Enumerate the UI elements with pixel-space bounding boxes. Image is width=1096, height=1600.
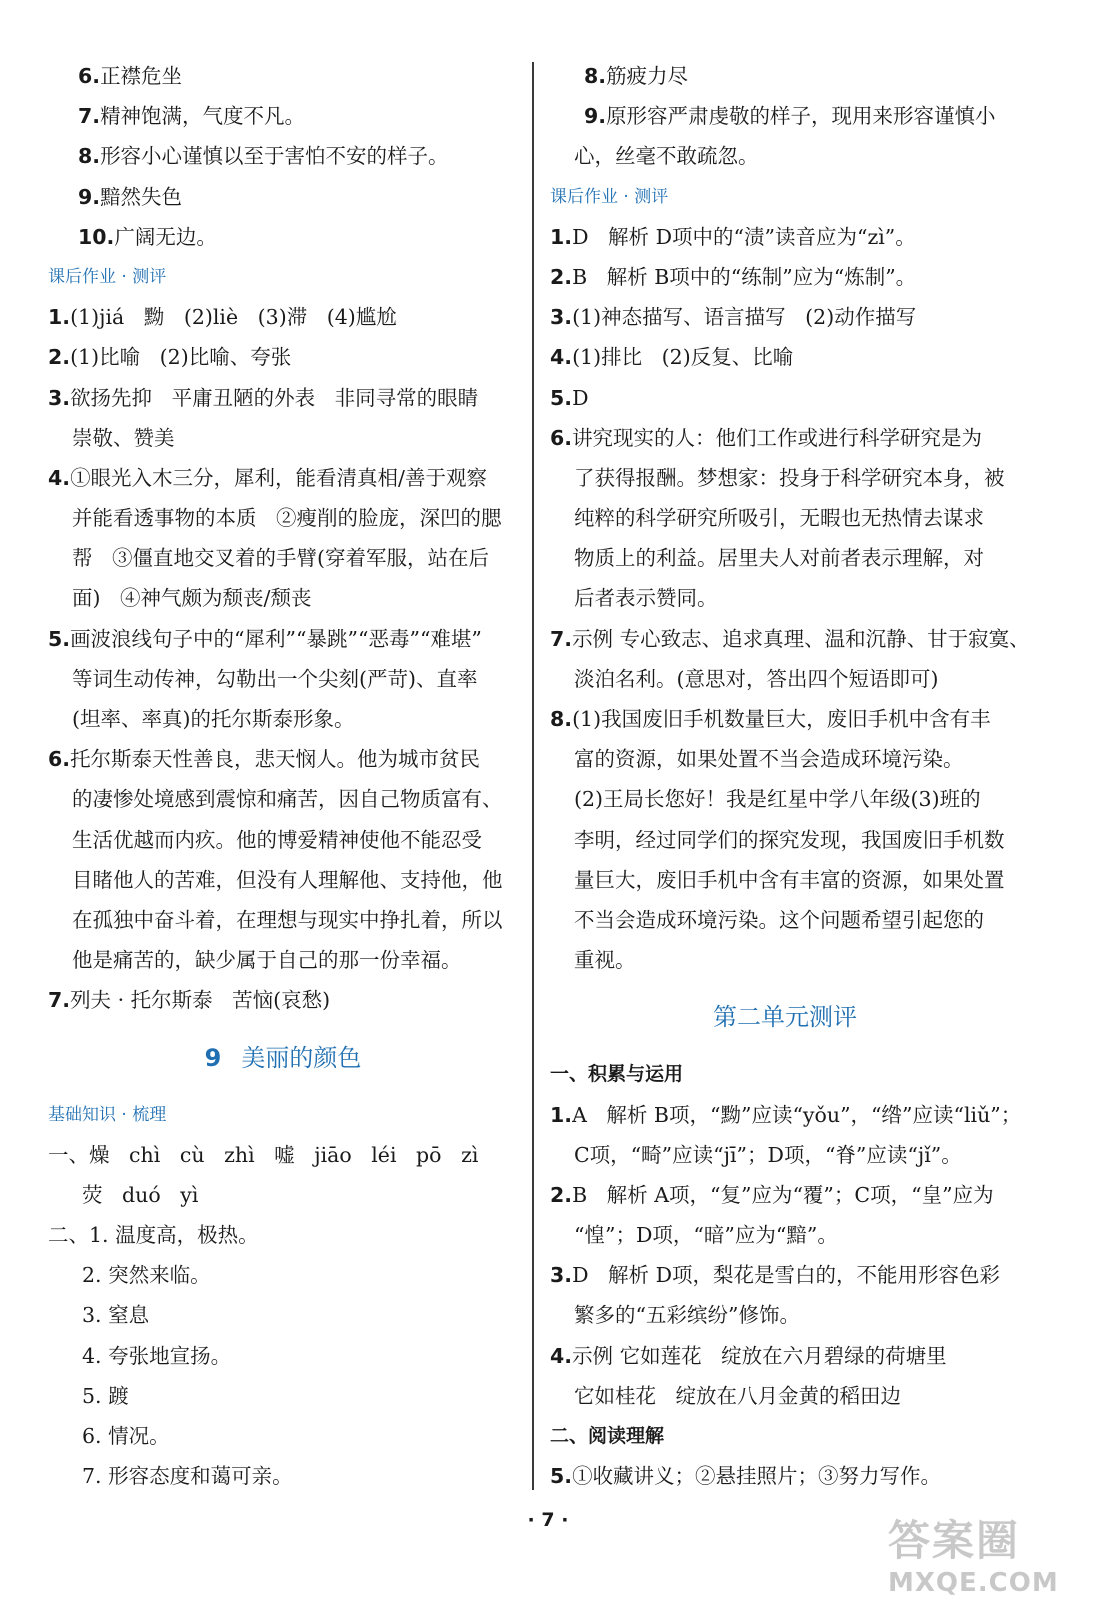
item-number: 7.	[48, 988, 71, 1013]
item-number: 1.	[48, 305, 71, 330]
item-number: 7.	[550, 626, 573, 651]
item-number: 2.	[48, 345, 71, 370]
answer-text: 的凄惨处境感到震惊和痛苦，因自己物质富有、	[72, 787, 503, 812]
answer-text: 形容小心谨慎以至于害怕不安的样子。	[100, 144, 449, 169]
answer-text: 李明，经过同学们的探究发现，我国废旧手机数	[574, 827, 1005, 852]
answer-line	[550, 1376, 1020, 1416]
answer-line	[48, 860, 518, 900]
answer-text: 不当会造成环境污染。这个问题希望引起您的	[574, 907, 984, 932]
answer-line	[48, 779, 518, 819]
answer-line	[48, 1336, 518, 1376]
section-heading-homework: 课后作业 · 测评	[48, 266, 167, 287]
item-number: 5.	[550, 1464, 573, 1489]
item-number: 6.	[48, 747, 71, 772]
answer-line	[48, 56, 518, 96]
answer-text: (2)王局长您好！我是红星中学八年级(3)班的	[574, 787, 981, 812]
answer-text: (1)神态描写、语言描写 (2)动作描写	[572, 305, 917, 330]
answer-text: B 解析 A项，“复”应为“覆”；C项，“皇”应为	[572, 1182, 994, 1207]
answer-line	[550, 136, 1020, 176]
right-answers-block-1	[550, 56, 1020, 177]
answer-text: 列夫 · 托尔斯泰 苦恼(哀愁)	[70, 988, 331, 1013]
item-number: 4.	[550, 1343, 573, 1368]
answer-text: 示例 专心致志、追求真理、温和沉静、甘于寂寞、	[572, 626, 1030, 651]
item-number: 5.	[48, 626, 71, 651]
answer-line	[48, 1215, 518, 1255]
answer-line	[48, 980, 518, 1020]
answer-line	[550, 538, 1020, 578]
answer-line	[48, 217, 518, 257]
answer-line	[48, 458, 518, 498]
answer-text: 一、燥 chì cù zhì 嘘 jiāo léi pō zì	[48, 1142, 479, 1167]
item-number: 4.	[550, 345, 573, 370]
answer-text: 6. 情况。	[82, 1424, 170, 1448]
answer-line	[48, 96, 518, 136]
answer-text: D 解析 D项中的“渍”读音应为“zì”。	[572, 224, 916, 249]
answer-line	[48, 538, 518, 578]
answer-line	[550, 1215, 1020, 1255]
item-number: 9.	[584, 104, 607, 129]
answer-line	[550, 1095, 1020, 1135]
left-answers-block-3	[48, 1135, 518, 1497]
answer-text: 面) ④神气颇为颓丧/颓丧	[72, 586, 312, 611]
item-number: 10.	[78, 224, 115, 249]
item-number: 9.	[78, 184, 101, 209]
right-answers-block-4	[550, 1456, 1020, 1496]
answer-text: 他是痛苦的，缺少属于自己的那一份幸福。	[72, 948, 462, 973]
lesson-number: 9	[204, 1043, 222, 1072]
left-column	[48, 56, 518, 1496]
unit-test-title: 第二单元测评	[713, 1003, 857, 1032]
answer-text: 正襟危坐	[100, 64, 183, 88]
answer-line	[550, 1255, 1020, 1295]
answer-line	[550, 458, 1020, 498]
answer-line	[550, 378, 1020, 418]
item-number: 7.	[78, 104, 101, 129]
left-answers-block-2	[48, 297, 518, 1020]
right-answers-block-3	[550, 1095, 1020, 1417]
answer-text: 4. 夸张地宣扬。	[82, 1343, 232, 1368]
answer-text: 崇敬、赞美	[72, 425, 175, 450]
answer-text: C项，“畸”应读“jī”；D项，“脊”应读“jǐ”。	[574, 1142, 962, 1167]
page-number: · 7 ·	[527, 1509, 569, 1531]
answer-line	[550, 779, 1020, 819]
answer-text: ①眼光入木三分，犀利，能看清真相/善于观察	[70, 465, 487, 490]
item-number: 1.	[550, 1102, 573, 1127]
answer-line	[48, 136, 518, 176]
answer-text: 原形容严肃虔敬的样子，现用来形容谨慎小	[606, 104, 996, 129]
answer-text: 等词生动传神，勾勒出一个尖刻(严苛)、直率	[72, 666, 478, 691]
answer-line	[48, 1376, 518, 1416]
answer-text: B 解析 B项中的“练制”应为“炼制”。	[572, 264, 917, 289]
lesson-title	[48, 1021, 518, 1095]
answer-line	[550, 337, 1020, 377]
answer-text: (1)我国废旧手机数量巨大，废旧手机中含有丰	[572, 707, 991, 731]
section-heading-homework-right: 课后作业 · 测评	[550, 186, 669, 207]
watermark-logo: 答案圈 MXQE.COM	[888, 1516, 1059, 1598]
item-number: 4.	[48, 465, 71, 490]
answer-line	[48, 498, 518, 538]
answer-text: 目睹他人的苦难，但没有人理解他、支持他，他	[72, 867, 503, 892]
item-number: 2.	[550, 264, 573, 289]
item-number: 6.	[550, 425, 573, 450]
item-number: 8.	[78, 144, 101, 169]
item-number: 3.	[550, 305, 573, 330]
answer-line	[550, 56, 1020, 96]
answer-line	[550, 257, 1020, 297]
answer-line	[550, 659, 1020, 699]
answer-text: 示例 它如莲花 绽放在六月碧绿的荷塘里	[572, 1343, 947, 1368]
answer-line	[48, 820, 518, 860]
answer-line	[550, 860, 1020, 900]
answer-line	[550, 940, 1020, 980]
answer-text: 帮 ③僵直地交叉着的手臂(穿着军服，站在后	[72, 546, 490, 571]
answer-text: 精神饱满，气度不凡。	[100, 104, 306, 129]
answer-text: 量巨大，废旧手机中含有丰富的资源，如果处置	[574, 867, 1005, 892]
answer-line	[550, 1175, 1020, 1215]
answer-text: 重视。	[574, 948, 636, 973]
answer-text: 3. 窒息	[82, 1303, 150, 1328]
answer-line	[48, 940, 518, 980]
item-number: 8.	[584, 64, 607, 88]
heading-accumulation: 一、积累与运用	[550, 1063, 684, 1086]
answer-text: 它如桂花 绽放在八月金黄的稻田边	[574, 1383, 902, 1408]
answer-line	[550, 1336, 1020, 1376]
answer-text: (1)比喻 (2)比喻、夸张	[70, 345, 292, 370]
answer-text: 富的资源，如果处置不当会造成环境污染。	[574, 747, 964, 772]
answer-line	[550, 699, 1020, 739]
answer-line	[48, 578, 518, 618]
answer-line	[48, 177, 518, 217]
section-heading-basics: 基础知识 · 梳理	[48, 1104, 167, 1125]
answer-text: (坦率、率真)的托尔斯泰形象。	[72, 707, 355, 731]
answer-line	[48, 1175, 518, 1215]
answer-line	[550, 217, 1020, 257]
answer-line	[48, 378, 518, 418]
item-number: 3.	[48, 385, 71, 410]
right-column	[550, 56, 1030, 1496]
answer-text: 在孤独中奋斗着，在理想与现实中挣扎着，所以	[72, 907, 503, 932]
item-number: 1.	[550, 224, 573, 249]
answer-text: 繁多的“五彩缤纷”修饰。	[574, 1303, 800, 1328]
lesson-name: 美丽的颜色	[241, 1043, 362, 1072]
answer-line	[550, 297, 1020, 337]
answer-line	[48, 1416, 518, 1456]
answer-text: “惶”；D项，“暗”应为“黯”。	[574, 1223, 838, 1248]
answer-text: 淡泊名利。(意思对，答出四个短语即可)	[574, 666, 939, 691]
answer-text: 画波浪线句子中的“犀利”“暴跳”“恶毒”“难堪”	[70, 626, 482, 651]
answer-text: D 解析 D项，梨花是雪白的，不能用形容色彩	[572, 1263, 1000, 1288]
answer-line	[550, 1456, 1020, 1496]
answer-line	[550, 498, 1020, 538]
answer-line	[550, 739, 1020, 779]
answer-line	[550, 418, 1020, 458]
answer-text: 后者表示赞同。	[574, 586, 718, 611]
answer-line	[48, 1295, 518, 1335]
answer-line	[550, 578, 1020, 618]
answer-text: 托尔斯泰天性善良，悲天悯人。他为城市贫民	[70, 747, 481, 772]
item-number: 5.	[550, 385, 573, 410]
answer-text: 荧 duó yì	[82, 1182, 199, 1207]
answer-text: 并能看透事物的本质 ②瘦削的脸庞，深凹的腮	[72, 506, 502, 531]
item-number: 8.	[550, 707, 573, 731]
item-number: 3.	[550, 1263, 573, 1288]
answer-line	[550, 900, 1020, 940]
right-answers-block-2	[550, 217, 1030, 981]
answer-line	[550, 1295, 1020, 1335]
answer-line	[48, 1456, 518, 1496]
item-number: 6.	[78, 64, 101, 88]
answer-text: 生活优越而内疚。他的博爱精神使他不能忍受	[72, 827, 482, 852]
answer-text: (1)排比 (2)反复、比喻	[572, 345, 794, 370]
answer-text: 2. 突然来临。	[82, 1263, 211, 1288]
answer-text: 黯然失色	[100, 184, 183, 209]
answer-text: A 解析 B项，“黝”应读“yǒu”，“绺”应读“liǔ”；	[572, 1102, 1022, 1127]
answer-text: 欲扬先抑 平庸丑陋的外表 非同寻常的眼睛	[70, 385, 479, 410]
left-answers-block-1	[48, 56, 518, 257]
answer-text: 筋疲力尽	[606, 64, 689, 88]
answer-text: 5. 踱	[82, 1383, 129, 1408]
answer-line	[48, 297, 518, 337]
answer-text: (1)jiá 黝 (2)liè (3)滞 (4)尴尬	[70, 305, 397, 330]
answer-text: 二、1. 温度高，极热。	[48, 1223, 259, 1248]
answer-line	[48, 1135, 518, 1175]
column-divider	[532, 62, 534, 1490]
answer-line	[48, 659, 518, 699]
answer-line	[48, 619, 518, 659]
answer-line	[550, 96, 1020, 136]
answer-line	[48, 1255, 518, 1295]
answer-line	[550, 619, 1030, 659]
answer-text: 7. 形容态度和蔼可亲。	[82, 1464, 293, 1489]
answer-line	[48, 337, 518, 377]
answer-line	[48, 900, 518, 940]
answer-line	[48, 699, 518, 739]
answer-text: 了获得报酬。梦想家：投身于科学研究本身，被	[574, 465, 1005, 490]
answer-text: 广阔无边。	[114, 224, 217, 249]
answer-text: D	[572, 385, 589, 410]
answer-text: 纯粹的科学研究所吸引，无暇也无热情去谋求	[574, 506, 984, 531]
heading-reading: 二、阅读理解	[550, 1425, 665, 1447]
answer-line	[550, 820, 1020, 860]
answer-line	[48, 739, 518, 779]
item-number: 2.	[550, 1182, 573, 1207]
answer-text: 心，丝毫不敢疏忽。	[574, 144, 759, 169]
answer-line	[550, 1135, 1020, 1175]
answer-text: ①收藏讲义；②悬挂照片；③努力写作。	[572, 1464, 942, 1489]
answer-text: 物质上的利益。居里夫人对前者表示理解，对	[574, 546, 984, 571]
answer-line	[48, 418, 518, 458]
answer-text: 讲究现实的人：他们工作或进行科学研究是为	[572, 425, 983, 450]
